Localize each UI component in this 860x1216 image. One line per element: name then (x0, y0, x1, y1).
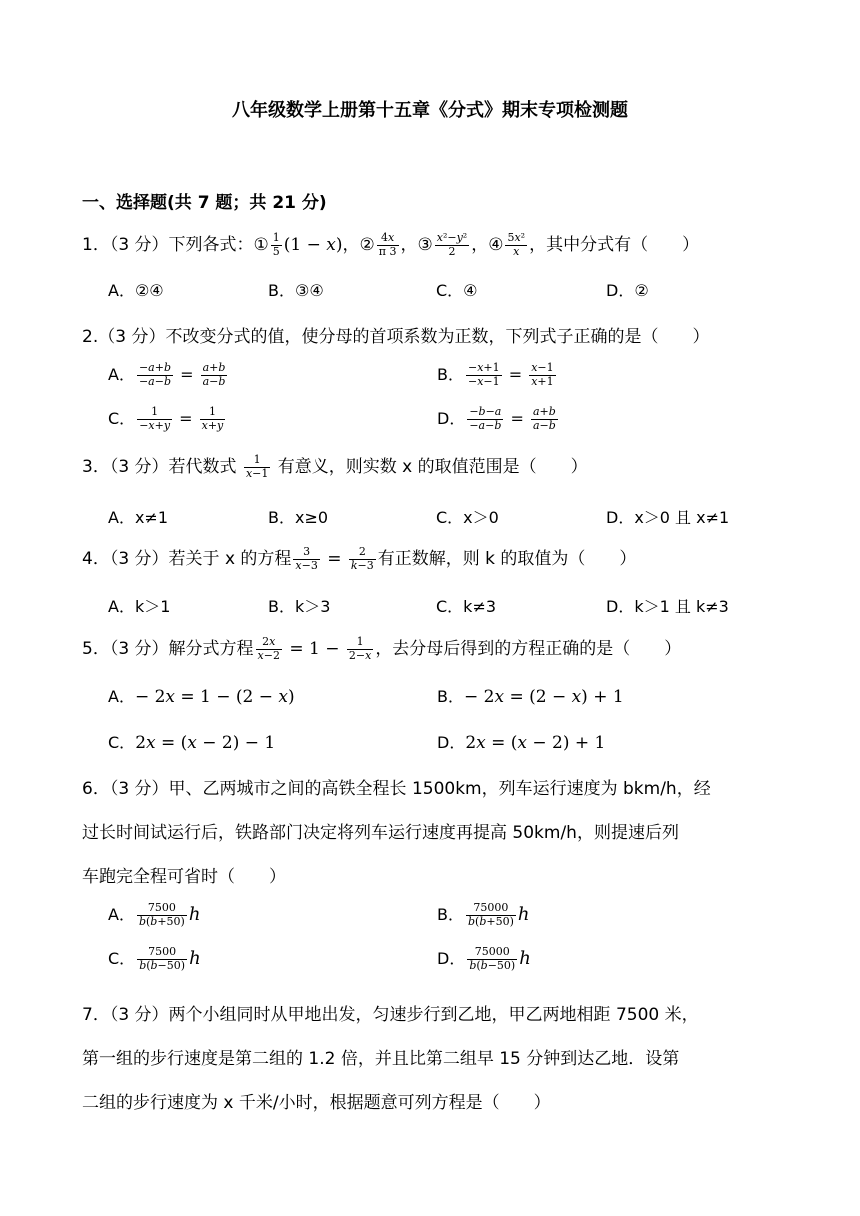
q1-frac4: $\frac{\text{5𝑥²}}{\text{𝑥}}$ (507, 230, 526, 258)
q3-option-a[interactable]: A．x≠1 (108, 508, 169, 527)
q6-option-b[interactable]: B． $\frac{75000}{\text{𝑏(𝑏+50)}}$ ℎ (437, 901, 530, 928)
q2-option-a[interactable]: A． $\frac{\text{−𝑎+𝑏}}{\text{−𝑎−𝑏}}$ = $\frac{\text{𝑎+𝑏}}{\text{𝑎−𝑏}}$ (108, 361, 226, 388)
q4-option-b[interactable]: B．k＞3 (268, 597, 331, 616)
q2-option-c[interactable]: C． $\frac{1}{\text{−𝑥+𝑦}}$ = $\frac{1}{\text{𝑥+𝑦}}$ (108, 405, 224, 432)
question-3: 3．（3 分）若代数式 $\frac{1}{\text{𝑥−1}}$ 有意义，则实数 x 的取值范围是（ ） (82, 452, 588, 480)
question-7-line-1: 7．（3 分）两个小组同时从甲地出发，匀速步行到乙地，甲乙两地相距 7500 米， (82, 1005, 699, 1025)
q1-expr1: (1 − 𝑥) (283, 235, 343, 255)
q2-option-b[interactable]: B． $\frac{\text{−𝑥+1}}{\text{−𝑥−1}}$ = $\frac{\text{𝑥−1}}{\text{𝑥+1}}$ (437, 361, 554, 388)
q3-frac: $\frac{1}{\text{𝑥−1}}$ (245, 452, 269, 480)
question-6-line-2: 过长时间试运行后，铁路部门决定将列车运行速度再提高 50km/h，则提速后列 (82, 823, 679, 843)
q3-option-d[interactable]: D．x＞0 且 x≠1 (606, 508, 730, 527)
q4-option-c[interactable]: C．k≠3 (436, 597, 497, 616)
q6-option-c[interactable]: C． $\frac{7500}{\text{𝑏(𝑏−50)}}$ ℎ (108, 945, 201, 972)
q1-option-b[interactable]: B．③④ (268, 281, 324, 300)
question-5: 5．（3 分）解分式方程 $\frac{\text{2𝑥}}{\text{𝑥−2}}$ = 1 − $\frac{1}{\text{2−𝑥}}$ ，去分母后得到的方程正确的是（ ） (82, 634, 682, 662)
q1-option-a[interactable]: A．②④ (108, 281, 164, 300)
q1-frac2: $\frac{\text{4𝑥}}{\pi 3}$ (378, 230, 397, 258)
question-2: 2.（3 分）不改变分式的值，使分母的首项系数为正数，下列式子正确的是（ ） (82, 327, 710, 347)
question-6-line-3: 车跑完全程可省时（ ） (82, 867, 286, 887)
q4-option-d[interactable]: D．k＞1 且 k≠3 (606, 597, 729, 616)
q1-frac3: $\frac{\text{𝑥²−𝑦²}}{2}$ (436, 230, 468, 258)
q6-option-a[interactable]: A． $\frac{7500}{\text{𝑏(𝑏+50)}}$ ℎ (108, 901, 201, 928)
q3-option-b[interactable]: B．x≥0 (268, 508, 329, 527)
question-7-line-3: 二组的步行速度为 x 千米/小时，根据题意可列方程是（ ） (82, 1093, 551, 1113)
question-1: 1．（3 分）下列各式：① $\frac{1}{5}$ (1 − 𝑥)，② $\frac{\text{4𝑥}}{\pi 3}$ ，③ $\frac{\text{𝑥²−𝑦²}}{2}$ ，④ $\frac{\text{5𝑥²}}{\text{𝑥}}$ ，其中分式有（ ） (82, 230, 700, 258)
q2-option-d[interactable]: D． $\frac{\text{−𝑏−𝑎}}{\text{−𝑎−𝑏}}$ = $\frac{\text{𝑎+𝑏}}{\text{𝑎−𝑏}}$ (437, 405, 556, 432)
question-7-line-2: 第一组的步行速度是第二组的 1.2 倍，并且比第二组早 15 分钟到达乙地．设第 (82, 1049, 680, 1069)
q1-prefix: 1．（3 分）下列各式：① (82, 235, 269, 255)
page-title: 八年级数学上册第十五章《分式》期末专项检测题 (232, 100, 628, 121)
section-heading: 一、选择题(共 7 题；共 21 分) (82, 193, 327, 213)
q1-option-d[interactable]: D．② (606, 281, 649, 300)
q4-option-a[interactable]: A．k＞1 (108, 597, 171, 616)
question-4: 4．（3 分）若关于 x 的方程 $\frac{3}{\text{𝑥−3}}$ = $\frac{2}{\text{𝑘−3}}$ 有正数解，则 k 的取值为（ ） (82, 544, 637, 572)
q3-option-c[interactable]: C．x＞0 (436, 508, 499, 527)
q6-option-d[interactable]: D． $\frac{75000}{\text{𝑏(𝑏−50)}}$ ℎ (437, 945, 531, 972)
q1-frac1: $\frac{1}{5}$ (272, 230, 280, 258)
q5-option-a[interactable]: A．− 2𝑥 = 1 − (2 − 𝑥) (108, 687, 295, 707)
question-6-line-1: 6．（3 分）甲、乙两城市之间的高铁全程长 1500km，列车运行速度为 bkm/h，经 (82, 779, 711, 799)
q1-option-c[interactable]: C．④ (436, 281, 478, 300)
q5-option-c[interactable]: C．2𝑥 = (𝑥 − 2) − 1 (108, 733, 276, 753)
q5-option-d[interactable]: D．2𝑥 = (𝑥 − 2) + 1 (437, 733, 606, 753)
q5-option-b[interactable]: B．− 2𝑥 = (2 − 𝑥) + 1 (437, 687, 624, 707)
